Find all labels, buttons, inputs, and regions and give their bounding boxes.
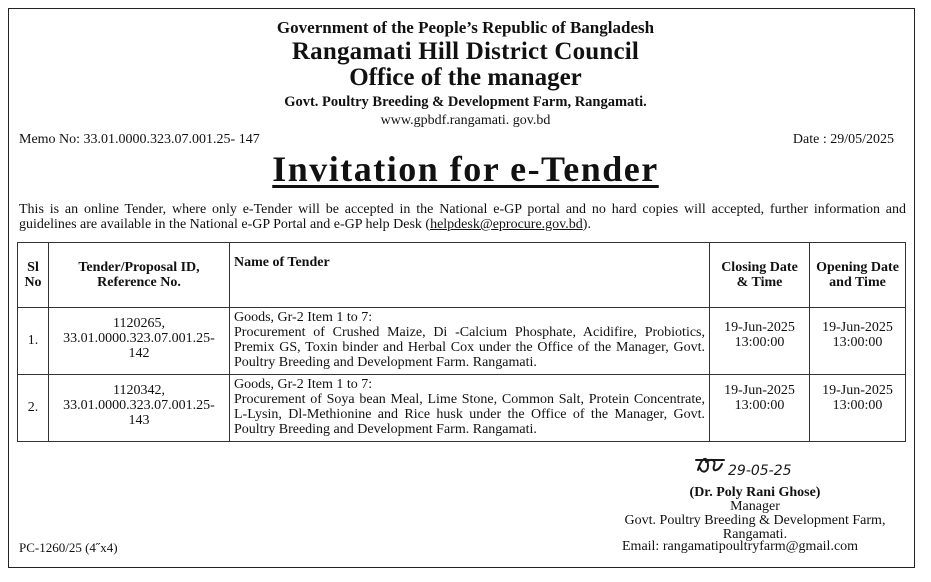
table-header-row (18, 243, 906, 308)
row-id-cell (49, 308, 230, 375)
row-opening-date: 19-Jun-2025 (822, 383, 893, 398)
helpdesk-email-link[interactable]: helpdesk@eprocure.gov.bd (430, 217, 583, 232)
row-closing-date: 19-Jun-2025 (724, 320, 795, 335)
header-opening: Opening Date and Time (810, 243, 906, 308)
row-sl: 1. (18, 308, 49, 375)
header-name: Name of Tender (230, 243, 710, 308)
row-tender-id: 1120265, (113, 316, 165, 331)
signatory-designation: Manager (730, 499, 780, 514)
notice-title-text: Invitation for e-Tender (272, 149, 659, 189)
signatory-office: Govt. Poultry Breeding & Development Farm, Rangamati. (624, 513, 886, 542)
row-reference: 33.01.0000.323.07.001.25-143 (63, 398, 215, 428)
council-heading: Rangamati Hill District Council (291, 38, 640, 65)
office-heading: Office of the manager (349, 64, 582, 91)
row-name-description: Procurement of Crushed Maize, Di -Calcium Phosphate, Acidifire, Probiotics, Premix GS, Toxin binder and Herbal Cox under the Office of the Manager, Govt. Poultry Breeding and Development Farm. Rangamati. (234, 325, 705, 370)
website-line: www.gpbdf.rangamati. gov.bd (380, 113, 551, 128)
tender-table (17, 242, 906, 442)
header-sl: Sl No (18, 243, 49, 308)
row-closing-time: 13:00:00 (734, 398, 785, 413)
row-name-heading: Goods, Gr-2 Item 1 to 7: (234, 310, 373, 325)
row-id-cell (49, 375, 230, 442)
row-opening-cell (810, 375, 906, 442)
row-opening-cell (810, 308, 906, 375)
header-closing: Closing Date & Time (710, 243, 810, 308)
row-name-cell (230, 308, 710, 375)
row-closing-time: 13:00:00 (734, 335, 785, 350)
row-name-description: Procurement of Soya bean Meal, Lime Stone, Common Salt, Protein Concentrate, L-Lysin, Dl-Methionine and Rice husk under the Office of the Manager, Govt. Poultry Breeding and Development Farm. Rangamati. (234, 392, 705, 437)
signature-date: 29-05-25 (728, 463, 792, 479)
row-closing-cell (710, 308, 810, 375)
header-id: Tender/Proposal ID, Reference No. (49, 243, 230, 308)
memo-number: Memo No: 33.01.0000.323.07.001.25- 147 (19, 132, 260, 147)
table-row (18, 375, 906, 442)
notice-title (0, 148, 931, 190)
footer-code: PC-1260/25 (4˝x4) (19, 540, 118, 555)
government-heading: Government of the People’s Republic of Bangladesh (276, 18, 655, 37)
row-opening-date: 19-Jun-2025 (822, 320, 893, 335)
row-tender-id: 1120342, (113, 383, 165, 398)
handwritten-signature (694, 452, 814, 482)
row-opening-time: 13:00:00 (832, 398, 883, 413)
row-sl: 2. (18, 375, 49, 442)
notice-date: Date : 29/05/2025 (792, 132, 894, 147)
row-closing-cell (710, 375, 810, 442)
intro-tail: ). (582, 217, 591, 232)
row-opening-time: 13:00:00 (832, 335, 883, 350)
row-name-cell (230, 375, 710, 442)
signatory-name: (Dr. Poly Rani Ghose) (689, 485, 821, 500)
farm-heading: Govt. Poultry Breeding & Development Farm, Rangamati. (284, 94, 647, 110)
row-reference: 33.01.0000.323.07.001.25-142 (63, 331, 215, 361)
row-name-heading: Goods, Gr-2 Item 1 to 7: (234, 377, 373, 392)
office-email[interactable]: Email: rangamatipoultryfarm@gmail.com (622, 539, 859, 554)
row-closing-date: 19-Jun-2025 (724, 383, 795, 398)
table-row (18, 308, 906, 375)
intro-text: This is an online Tender, where only e-Tender will be accepted in the National e-GP portal and no hard copies will accepted, further information and guidelines are available in the National e-GP Portal and e-GP help Desk ( (19, 202, 906, 232)
signatory-block (600, 486, 910, 542)
intro-paragraph (19, 202, 906, 232)
